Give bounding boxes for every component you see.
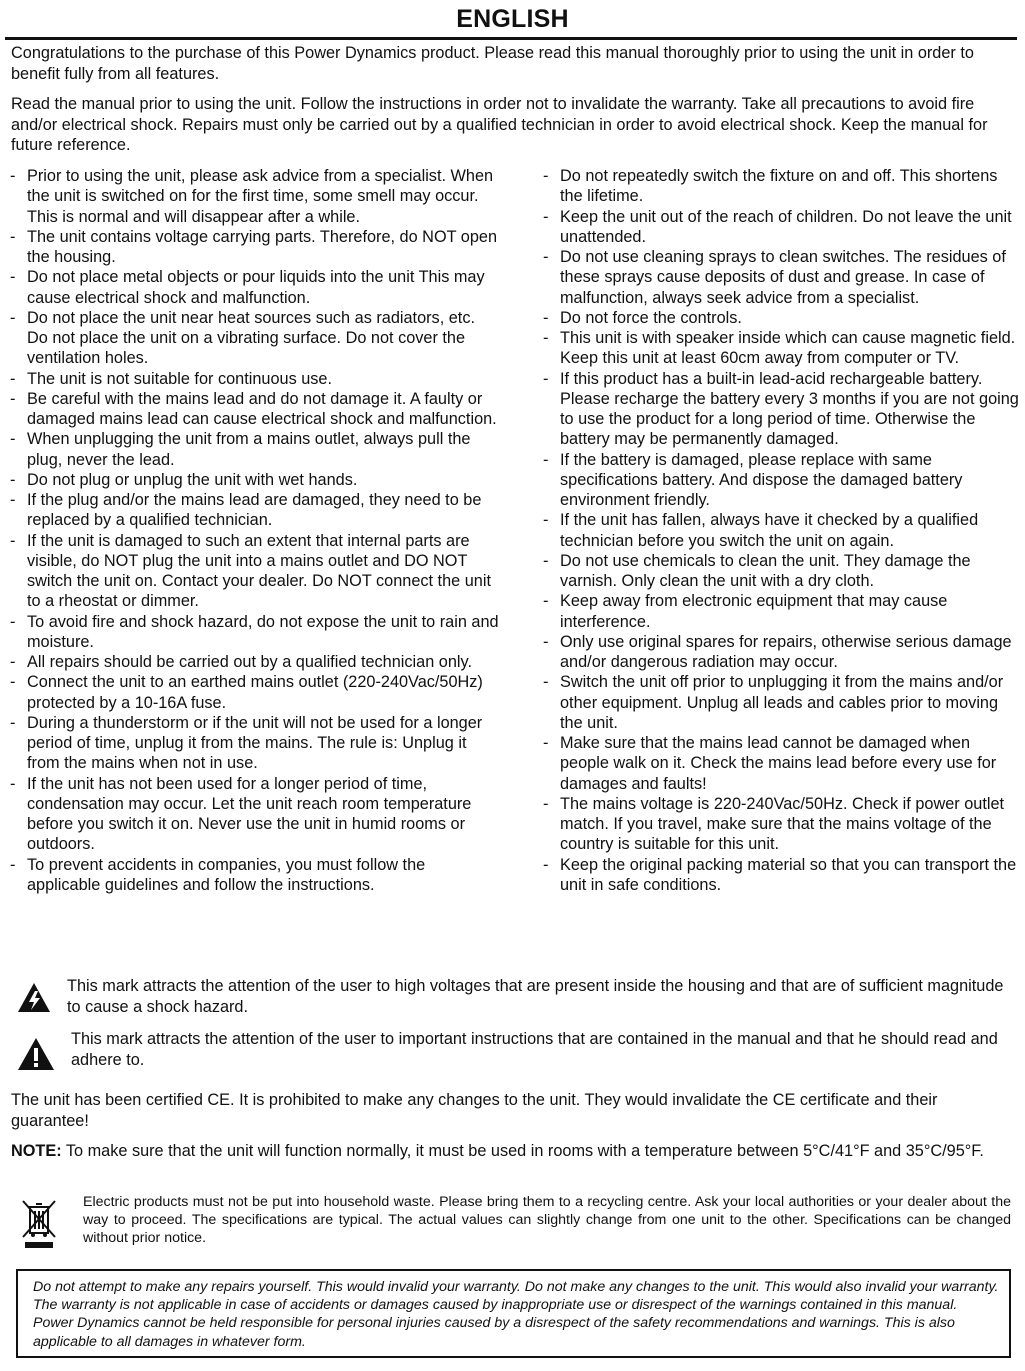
page-title: ENGLISH	[456, 5, 569, 33]
list-item: - When unplugging the unit from a mains outlet, always pull the plug, never the lead.	[10, 429, 500, 470]
list-item: - If this product has a built-in lead-acid rechargeable battery. Please recharge the battery every 3 months if you are not going to use the product for a long period of time. Otherwise the battery may be permanently damaged.	[543, 369, 1019, 450]
note-label: NOTE:	[11, 1142, 62, 1160]
important-instructions-text: This mark attracts the attention of the user to important instructions that are contained in the manual and that he should read and adhere to.	[71, 1030, 998, 1069]
intro-paragraph-1: Congratulations to the purchase of this Power Dynamics product. Please read this manual thoroughly prior to using the unit in order to benefit fully from all features.	[11, 44, 974, 83]
list-item: - Do not place metal objects or pour liquids into the unit This may cause electrical shock and malfunction.	[10, 267, 500, 308]
exclamation-warning-icon	[17, 1037, 55, 1071]
list-item: - Do not use chemicals to clean the unit. They damage the varnish. Only clean the unit with a dry cloth.	[543, 551, 1019, 592]
list-item: - Keep the unit out of the reach of children. Do not leave the unit unattended.	[543, 207, 1019, 248]
crossed-out-bin-icon	[20, 1199, 58, 1249]
list-item: - Prior to using the unit, please ask advice from a specialist. When the unit is switched on for the first time, some smell may occur. This is normal and will disappear after a while.	[10, 166, 500, 227]
list-item: - The unit contains voltage carrying parts. Therefore, do NOT open the housing.	[10, 227, 500, 268]
list-item: - Connect the unit to an earthed mains outlet (220-240Vac/50Hz) protected by a 10-16A fuse.	[10, 672, 500, 713]
list-item: - Keep away from electronic equipment that may cause interference.	[543, 591, 1019, 632]
weee-text: Electric products must not be put into household waste. Please bring them to a recycling centre. Ask your local authorities or your dealer about the way to proceed. The specifications are typical. The actual values can slightly change from one unit to the other. Specifications can be changed without prior notice.	[83, 1194, 1011, 1246]
high-voltage-warning-icon	[17, 982, 51, 1013]
list-item: - Do not place the unit near heat sources such as radiators, etc. Do not place the unit on a vibrating surface. Do not cover the ventilation holes.	[10, 308, 500, 369]
list-item: - If the plug and/or the mains lead are damaged, they need to be replaced by a qualified technician.	[10, 490, 500, 531]
high-voltage-warning-text: This mark attracts the attention of the user to high voltages that are present inside the housing and that are of sufficient magnitude to cause a shock hazard.	[67, 977, 1004, 1016]
list-item: - During a thunderstorm or if the unit will not be used for a longer period of time, unplug it from the mains. The rule is: Unplug it from the mains when not in use.	[10, 713, 500, 774]
warranty-disclaimer-text: Do not attempt to make any repairs yourself. This would invalid your warranty. Do not make any changes to the unit. This would also invalid your warranty. The warranty is not applicable in case of accidents or damages caused by inappropriate use or disrespect of the warnings contained in this manual. Power Dynamics cannot be held responsible for personal injuries caused by a disrespect of the safety recommendations and warnings. This is also applicable to all damages in whatever form.	[33, 1279, 999, 1350]
list-item: - To prevent accidents in companies, you must follow the applicable guidelines and follow the instructions.	[10, 855, 500, 896]
ce-certification-text: The unit has been certified CE. It is prohibited to make any changes to the unit. They would invalidate the CE certificate and their guarantee!	[11, 1091, 938, 1130]
list-item: - If the battery is damaged, please replace with same specifications battery. And dispose the damaged battery environment friendly.	[543, 450, 1019, 511]
list-item: - Make sure that the mains lead cannot be damaged when people walk on it. Check the mains lead before every use for damages and faults!	[543, 733, 1019, 794]
warranty-disclaimer-box	[16, 1269, 1011, 1358]
list-item: - All repairs should be carried out by a qualified technician only.	[10, 652, 500, 672]
list-item: - If the unit has fallen, always have it checked by a qualified technician before you switch the unit on again.	[543, 510, 1019, 551]
list-item: - To avoid fire and shock hazard, do not expose the unit to rain and moisture.	[10, 612, 500, 653]
list-item: - Keep the original packing material so that you can transport the unit in safe conditions.	[543, 855, 1019, 896]
title-divider	[5, 37, 1017, 40]
list-item: - The unit is not suitable for continuous use.	[10, 369, 500, 389]
list-item: - The mains voltage is 220-240Vac/50Hz. Check if power outlet match. If you travel, make sure that the mains voltage of the country is suitable for this unit.	[543, 794, 1019, 855]
intro-paragraph-2: Read the manual prior to using the unit. Follow the instructions in order not to invalidate the warranty. Take all precautions to avoid fire and/or electrical shock. Repairs must only be carried out by a qualified technician in order to avoid electrical shock. Keep the manual for future reference.	[11, 95, 988, 154]
list-item: - Be careful with the mains lead and do not damage it. A faulty or damaged mains lead can cause electrical shock and malfunction.	[10, 389, 500, 430]
list-item: - Switch the unit off prior to unplugging it from the mains and/or other equipment. Unplug all leads and cables prior to moving the unit.	[543, 672, 1019, 733]
list-item: - If the unit has not been used for a longer period of time, condensation may occur. Let the unit reach room temperature before you switch it on. Never use the unit in humid rooms or outdoors.	[10, 774, 500, 855]
list-item: - Do not plug or unplug the unit with wet hands.	[10, 470, 500, 490]
safety-list-left	[10, 166, 500, 895]
list-item: - Do not use cleaning sprays to clean switches. The residues of these sprays cause deposits of dust and grease. In case of malfunction, always seek advice from a specialist.	[543, 247, 1019, 308]
list-item: - Do not force the controls.	[543, 308, 1019, 328]
note-text: To make sure that the unit will function normally, it must be used in rooms with a temperature between 5°C/41°F and 35°C/95°F.	[65, 1142, 984, 1160]
list-item: - Only use original spares for repairs, otherwise serious damage and/or dangerous radiation may occur.	[543, 632, 1019, 673]
list-item: - If the unit is damaged to such an extent that internal parts are visible, do NOT plug the unit into a mains outlet and DO NOT switch the unit on. Contact your dealer. Do NOT connect the unit to a rheostat or dimmer.	[10, 531, 500, 612]
note-paragraph	[11, 1141, 1011, 1162]
safety-list-right	[543, 166, 1019, 895]
list-item: - This unit is with speaker inside which can cause magnetic field. Keep this unit at least 60cm away from computer or TV.	[543, 328, 1019, 369]
list-item: - Do not repeatedly switch the fixture on and off. This shortens the lifetime.	[543, 166, 1019, 207]
